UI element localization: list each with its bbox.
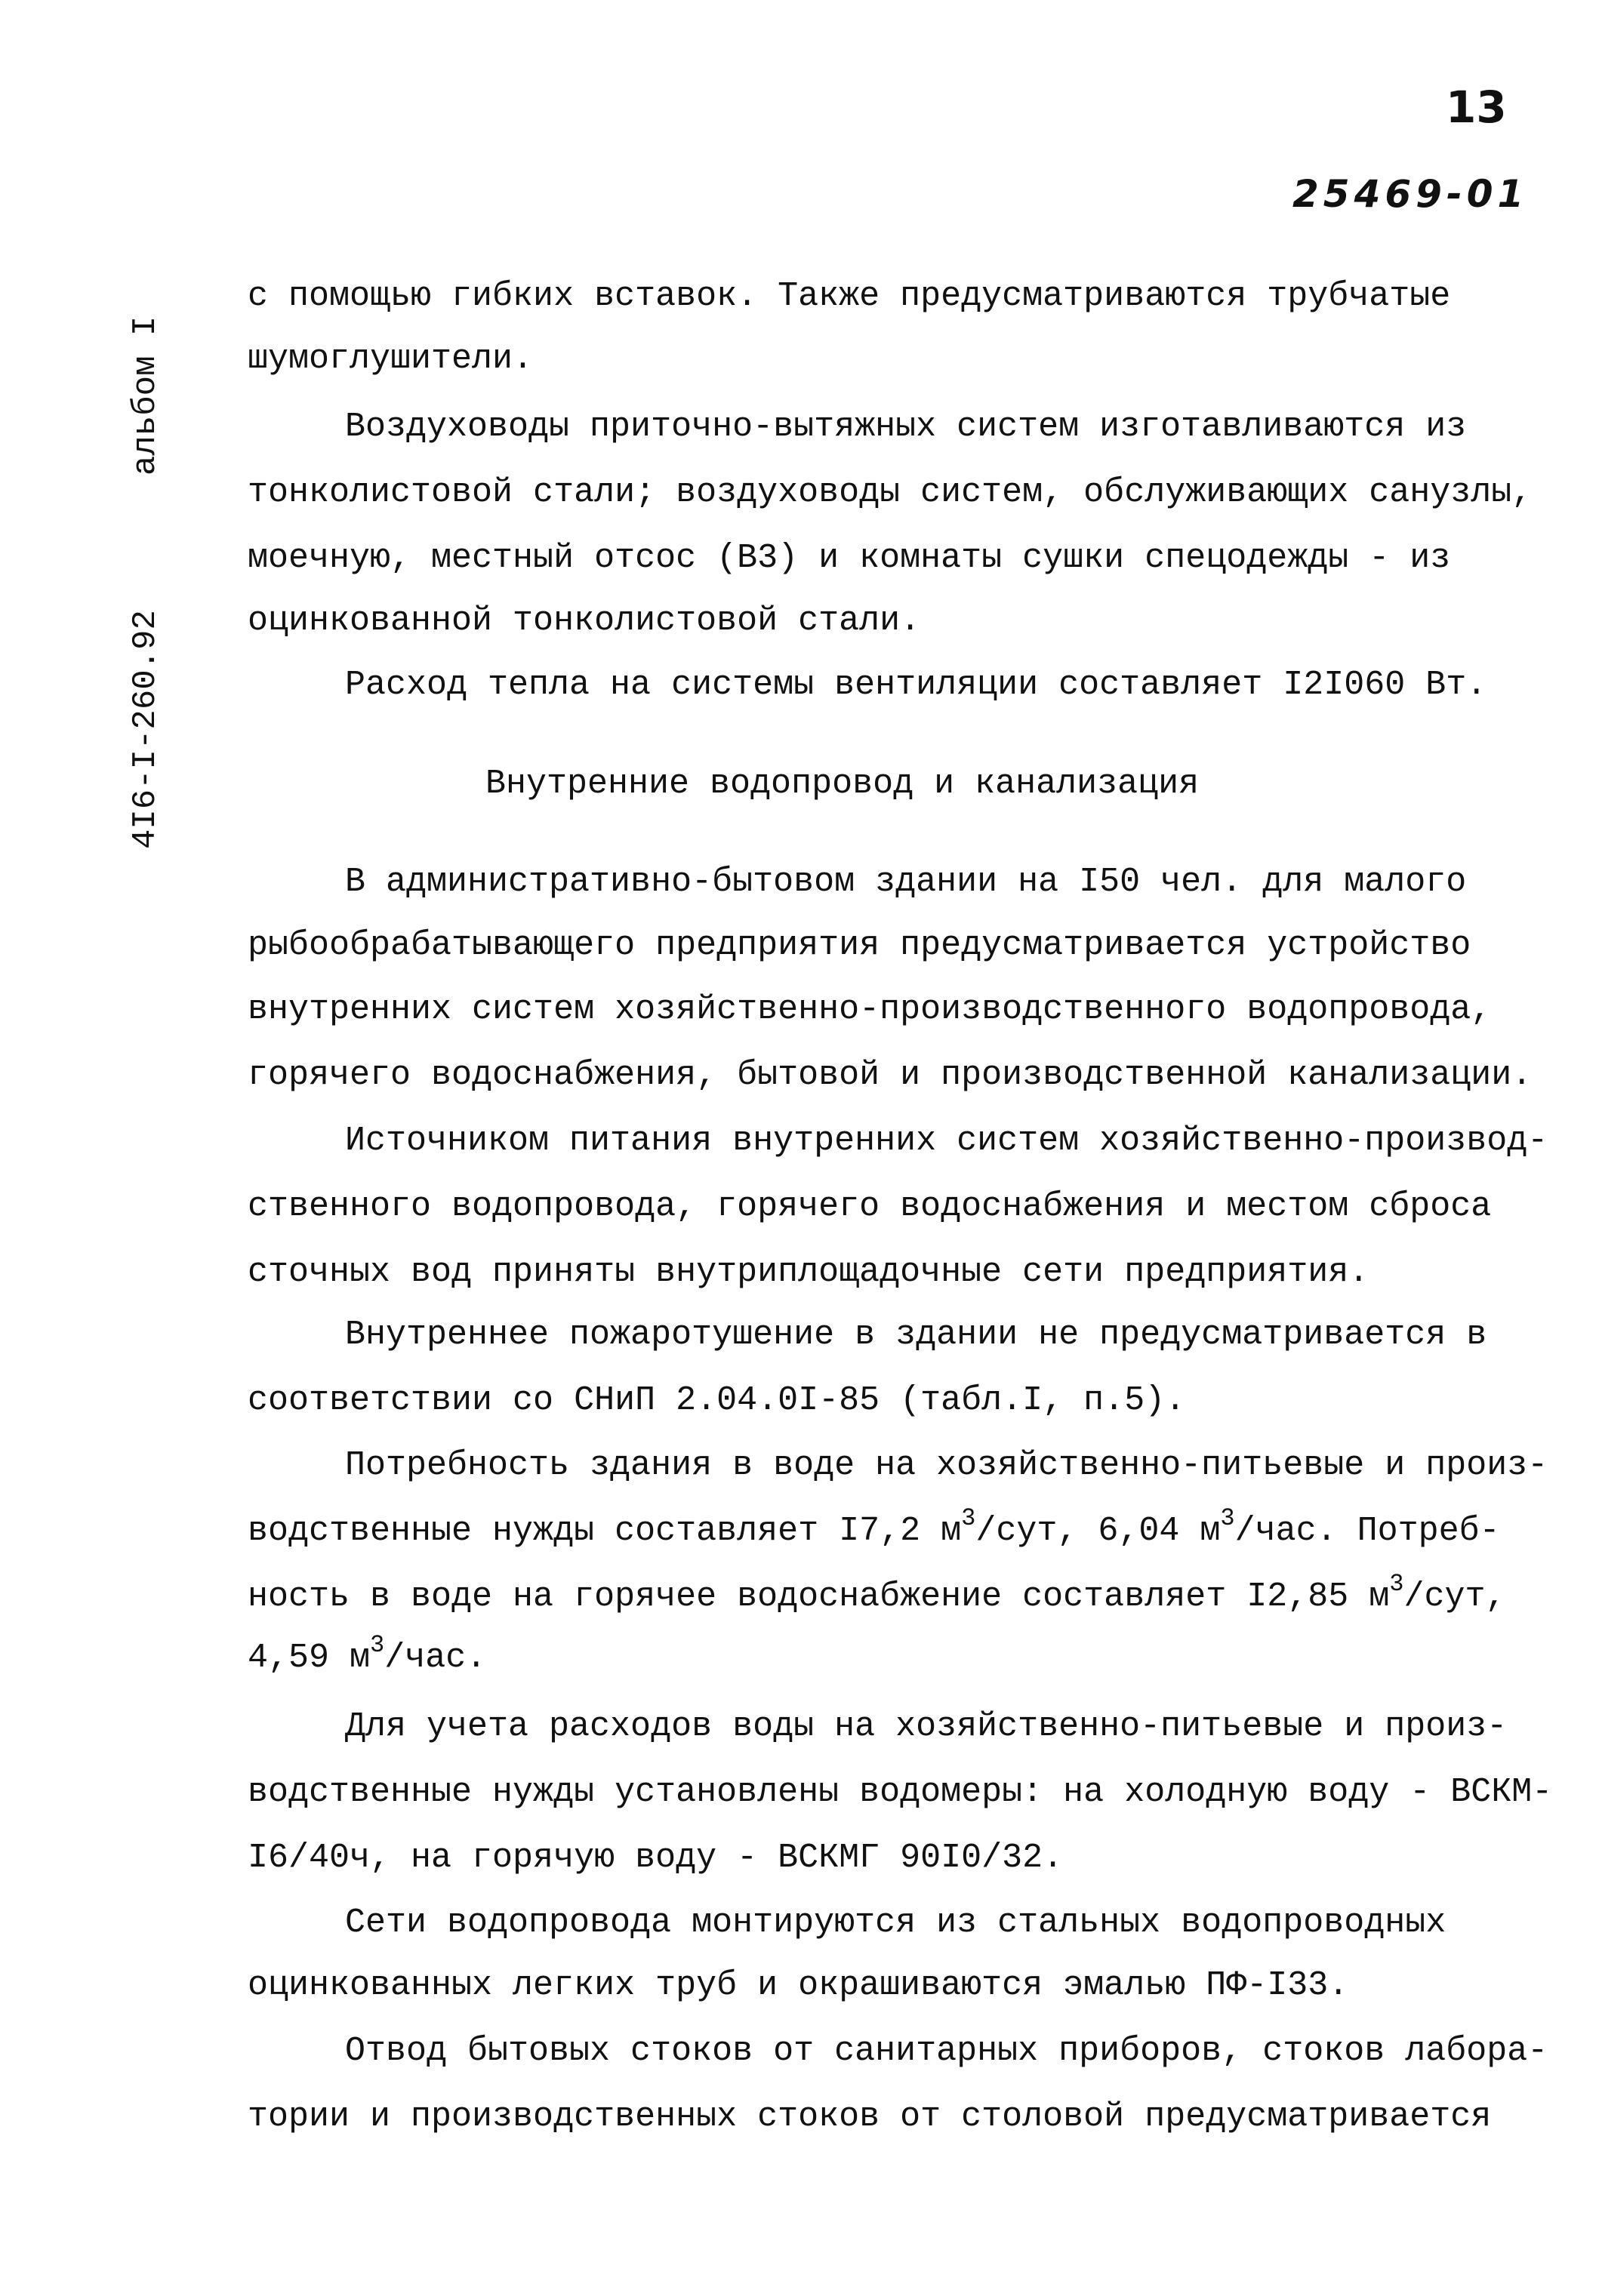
- text-segment: оцинкованной тонколистовой стали.: [248, 602, 921, 640]
- text-segment: ность в воде на горячее водоснабжение составляет I2,85 м: [248, 1577, 1390, 1616]
- superscript: 3: [961, 1504, 976, 1532]
- text-segment: водственные нужды установлены водомеры: на холодную воду - ВСКМ-: [248, 1773, 1553, 1811]
- text-segment: Сети водопровода монтируются из стальных водопроводных: [345, 1904, 1446, 1942]
- text-segment: водственные нужды составляет I7,2 м: [248, 1512, 962, 1550]
- text-line: [345, 1707, 1507, 1747]
- text-segment: Воздуховоды приточно-вытяжных систем изготавливаются из: [345, 408, 1467, 446]
- side-label-album: альбом I: [127, 315, 165, 476]
- text-segment: шумоглушители.: [248, 340, 534, 378]
- text-line: [345, 407, 1466, 448]
- text-segment: /сут,: [1403, 1577, 1506, 1616]
- text-segment: I6/40ч, на горячую воду - ВСКМГ 90I0/32.: [248, 1839, 1064, 1877]
- section-heading: [485, 764, 1199, 805]
- document-code: 25469-01: [1292, 172, 1529, 216]
- text-segment: /сут, 6,04 м: [975, 1512, 1221, 1550]
- text-line: [345, 1121, 1548, 1162]
- text-line: [248, 1252, 1369, 1293]
- text-segment: /час. Потреб-: [1234, 1512, 1500, 1550]
- text-segment: Для учета расходов воды на хозяйственно-питьевые и произ-: [345, 1707, 1508, 1746]
- text-line: [345, 1903, 1446, 1944]
- text-line: [248, 2097, 1491, 2137]
- text-line: [248, 1631, 487, 1679]
- text-line: [248, 1838, 1063, 1879]
- text-segment: Потребность здания в воде на хозяйственно-питьевые и произ-: [345, 1446, 1548, 1485]
- text-line: [345, 2031, 1548, 2072]
- text-segment: Расход тепла на системы вентиляции составляет I2I060 Вт.: [345, 666, 1487, 704]
- text-line: [248, 925, 1471, 966]
- text-segment: Внутренние водопровод и канализация: [485, 765, 1200, 803]
- text-segment: горячего водоснабжения, бытовой и производственной канализации.: [248, 1056, 1533, 1094]
- superscript: 3: [1389, 1570, 1404, 1598]
- text-line: [248, 472, 1532, 513]
- text-line: [248, 339, 533, 380]
- text-line: [248, 1965, 1348, 2006]
- text-line: [345, 1315, 1486, 1356]
- text-segment: соответствии со СНиП 2.04.0I-85 (табл.I, п.5).: [248, 1381, 1186, 1420]
- text-segment: внутренних систем хозяйственно-производственного водопровода,: [248, 990, 1492, 1029]
- text-segment: сточных вод приняты внутриплощадочные сети предприятия.: [248, 1253, 1369, 1291]
- text-line: [248, 989, 1491, 1030]
- page-number: 13: [1446, 82, 1507, 133]
- text-segment: Внутреннее пожаротушение в здании не предусматривается в: [345, 1316, 1487, 1354]
- text-line: [248, 1380, 1185, 1421]
- superscript: 3: [370, 1631, 385, 1659]
- text-segment: /час.: [384, 1639, 487, 1677]
- superscript: 3: [1220, 1504, 1235, 1532]
- text-segment: Отвод бытовых стоков от санитарных приборов, стоков лабора-: [345, 2032, 1548, 2070]
- text-line: [248, 601, 920, 642]
- text-line: [248, 276, 1450, 317]
- text-segment: оцинкованных легких труб и окрашиваются эмалью ПФ-I33.: [248, 1966, 1349, 2005]
- text-line: [248, 1772, 1552, 1813]
- text-line: [248, 538, 1450, 579]
- text-line: [248, 1504, 1500, 1552]
- text-line: [345, 665, 1486, 706]
- text-line: [248, 1055, 1532, 1096]
- text-line: [345, 862, 1466, 903]
- text-segment: тонколистовой стали; воздуховоды систем, обслуживающих санузлы,: [248, 473, 1533, 512]
- text-segment: моечную, местный отсос (В3) и комнаты сушки спецодежды - из: [248, 539, 1451, 577]
- text-segment: В административно-бытовом здании на I50 чел. для малого: [345, 863, 1467, 901]
- text-segment: Источником питания внутренних систем хозяйственно-производ-: [345, 1122, 1548, 1160]
- text-segment: с помощью гибких вставок. Также предусматриваются трубчатые: [248, 277, 1451, 315]
- text-line: [345, 1445, 1548, 1486]
- text-segment: ственного водопровода, горячего водоснабжения и местом сброса: [248, 1187, 1492, 1226]
- side-label-code: 4I6-I-260.92: [127, 610, 165, 849]
- text-segment: тории и производственных стоков от столовой предусматривается: [248, 2097, 1492, 2136]
- text-line: [248, 1570, 1506, 1617]
- text-segment: 4,59 м: [248, 1639, 371, 1677]
- text-segment: рыбообрабатывающего предприятия предусматривается устройство: [248, 926, 1471, 965]
- text-line: [248, 1186, 1491, 1227]
